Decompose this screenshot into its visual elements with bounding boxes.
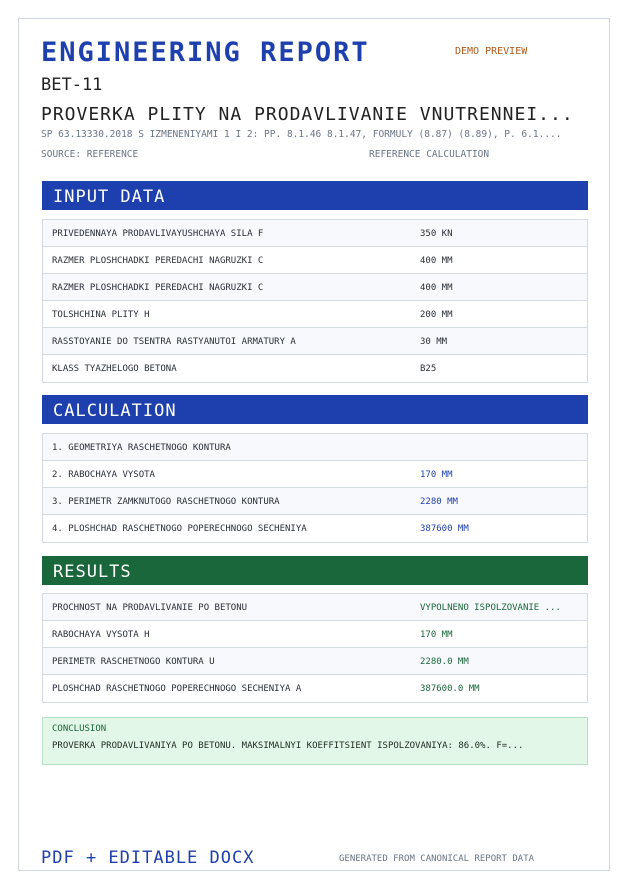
step-value: 387600 MM <box>420 524 469 534</box>
step-label: 2. RABOCHAYA VYSOTA <box>52 470 155 480</box>
table-row <box>43 621 587 648</box>
result-label: RABOCHAYA VYSOTA H <box>52 630 150 640</box>
table-row <box>43 274 587 301</box>
row-value: 400 MM <box>420 283 453 293</box>
step-label: 3. PERIMETR ZAMKNUTOGO RASCHETNOGO KONTURA <box>52 497 280 507</box>
step-label: 1. GEOMETRIYA RASCHETNOGO KONTURA <box>52 443 231 453</box>
row-value: 30 MM <box>420 337 448 347</box>
result-label: PERIMETR RASCHETNOGO KONTURA U <box>52 657 215 667</box>
generated-note: GENERATED FROM CANONICAL REPORT DATA <box>339 854 535 864</box>
report-title: ENGINEERING REPORT <box>41 37 370 68</box>
reference-calculation-label: REFERENCE CALCULATION <box>369 149 490 160</box>
source-label: SOURCE: REFERENCE <box>41 149 139 160</box>
calculation-table <box>42 433 588 543</box>
calculation-heading: CALCULATION <box>42 395 588 424</box>
input-data-heading: INPUT DATA <box>42 181 588 210</box>
row-label: RAZMER PLOSHCHADKI PEREDACHI NAGRUZKI C <box>52 256 264 266</box>
result-value: 2280.0 MM <box>420 657 469 667</box>
row-value: 200 MM <box>420 310 453 320</box>
row-label: RASSTOYANIE DO TSENTRA RASTYANUTOI ARMATURY A <box>52 337 296 347</box>
table-row <box>43 220 587 247</box>
table-row <box>43 301 587 328</box>
row-label: TOLSHCHINA PLITY H <box>52 310 150 320</box>
results-table <box>42 593 588 703</box>
demo-preview-badge: DEMO PREVIEW <box>455 46 528 57</box>
row-label: KLASS TYAZHELOGO BETONA <box>52 364 177 374</box>
input-data-table <box>42 219 588 383</box>
row-label: PRIVEDENNAYA PRODAVLIVAYUSHCHAYA SILA F <box>52 229 264 239</box>
row-label: RAZMER PLOSHCHADKI PEREDACHI NAGRUZKI C <box>52 283 264 293</box>
step-value: 2280 MM <box>420 497 458 507</box>
step-value: 170 MM <box>420 470 453 480</box>
row-value: 350 KN <box>420 229 453 239</box>
table-row <box>43 488 587 515</box>
result-value: 170 MM <box>420 630 453 640</box>
results-heading: RESULTS <box>42 556 588 585</box>
export-formats-label: PDF + EDITABLE DOCX <box>41 848 255 868</box>
report-code: BET-11 <box>41 75 103 95</box>
step-label: 4. PLOSHCHAD RASCHETNOGO POPERECHNOGO SECHENIYA <box>52 524 307 534</box>
report-page <box>18 18 610 871</box>
row-value: B25 <box>420 364 437 374</box>
table-row <box>43 328 587 355</box>
result-value: VYPOLNENO ISPOLZOVANIE ... <box>420 603 561 613</box>
table-row <box>43 648 587 675</box>
table-row <box>43 355 587 382</box>
table-row <box>43 434 587 461</box>
result-label: PLOSHCHAD RASCHETNOGO POPERECHNOGO SECHENIYA A <box>52 684 302 694</box>
standard-reference: SP 63.13330.2018 S IZMENENIYAMI 1 I 2: PP. 8.1.46 8.1.47, FORMULY (8.87) (8.89), P. 6.1.... <box>41 129 562 140</box>
table-row <box>43 675 587 702</box>
report-subtitle: PROVERKA PLITY NA PRODAVLIVANIE VNUTRENNEI... <box>41 104 574 125</box>
conclusion-label: CONCLUSION <box>52 724 107 734</box>
conclusion-text: PROVERKA PRODAVLIVANIYA PO BETONU. MAKSIMALNYI KOEFFITSIENT ISPOLZOVANIYA: 86.0%. F=... <box>52 741 524 751</box>
result-value: 387600.0 MM <box>420 684 480 694</box>
conclusion-box <box>42 717 588 765</box>
table-row <box>43 515 587 542</box>
result-label: PROCHNOST NA PRODAVLIVANIE PO BETONU <box>52 603 248 613</box>
row-value: 400 MM <box>420 256 453 266</box>
table-row <box>43 594 587 621</box>
table-row <box>43 247 587 274</box>
table-row <box>43 461 587 488</box>
